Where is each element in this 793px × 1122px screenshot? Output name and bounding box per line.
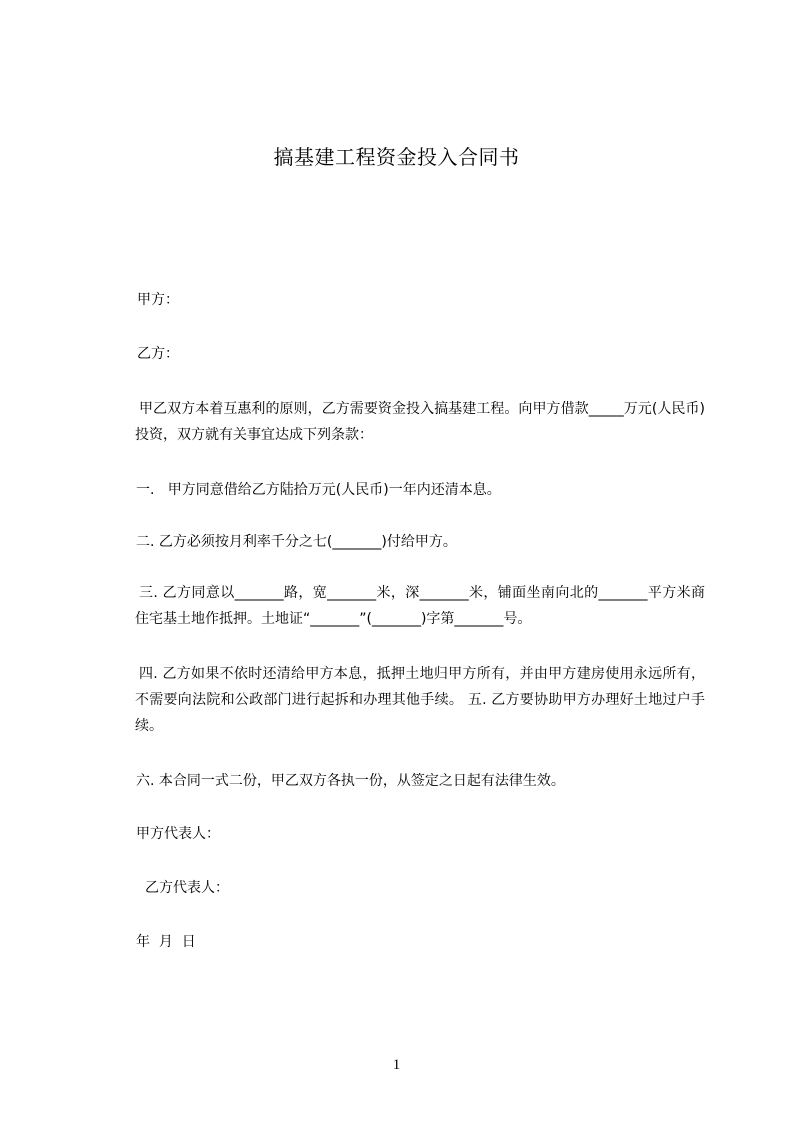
party-a-label: 甲方： (137, 292, 179, 308)
party-a-representative-label: 甲方代表人： (136, 826, 220, 842)
clause-2: 二. 乙方必须按月利率千分之七(_______)付给甲方。 (136, 534, 457, 550)
page-number: 1 (392, 1057, 401, 1073)
clause-4-5: 四. 乙方如果不依时还清给甲方本息，抵押土地归甲方所有，并由甲方建房使用永远所有，不需要向法院和公政部门进行起拆和办理其他手续。 五. 乙方要协助甲方办理好土地过户手续。 (135, 666, 705, 734)
clause-6: 六. 本合同一式二份，甲乙双方各执一份，从签定之日起有法律生效。 (136, 773, 565, 789)
clause-3: 三. 乙方同意以_______路，宽_______米，深_______米，铺面坐南向北的_______平方米商住宅基土地作抵押。土地证“_______”(_______)字第_______号。 (135, 585, 705, 627)
intro-paragraph: 甲乙双方本着互惠利的原则，乙方需要资金投入搞基建工程。向甲方借款_____万元(人民币)投资，双方就有关事宜达成下列条款： (135, 401, 705, 443)
clause-1: 一. 甲方同意借给乙方陆拾万元(人民币)一年内还清本息。 (136, 482, 501, 498)
party-b-representative-label: 乙方代表人： (145, 880, 229, 896)
contract-title: 搞基建工程资金投入合同书 (273, 145, 520, 169)
date-label: 年 月 日 (136, 934, 196, 950)
party-b-label: 乙方： (137, 346, 179, 362)
